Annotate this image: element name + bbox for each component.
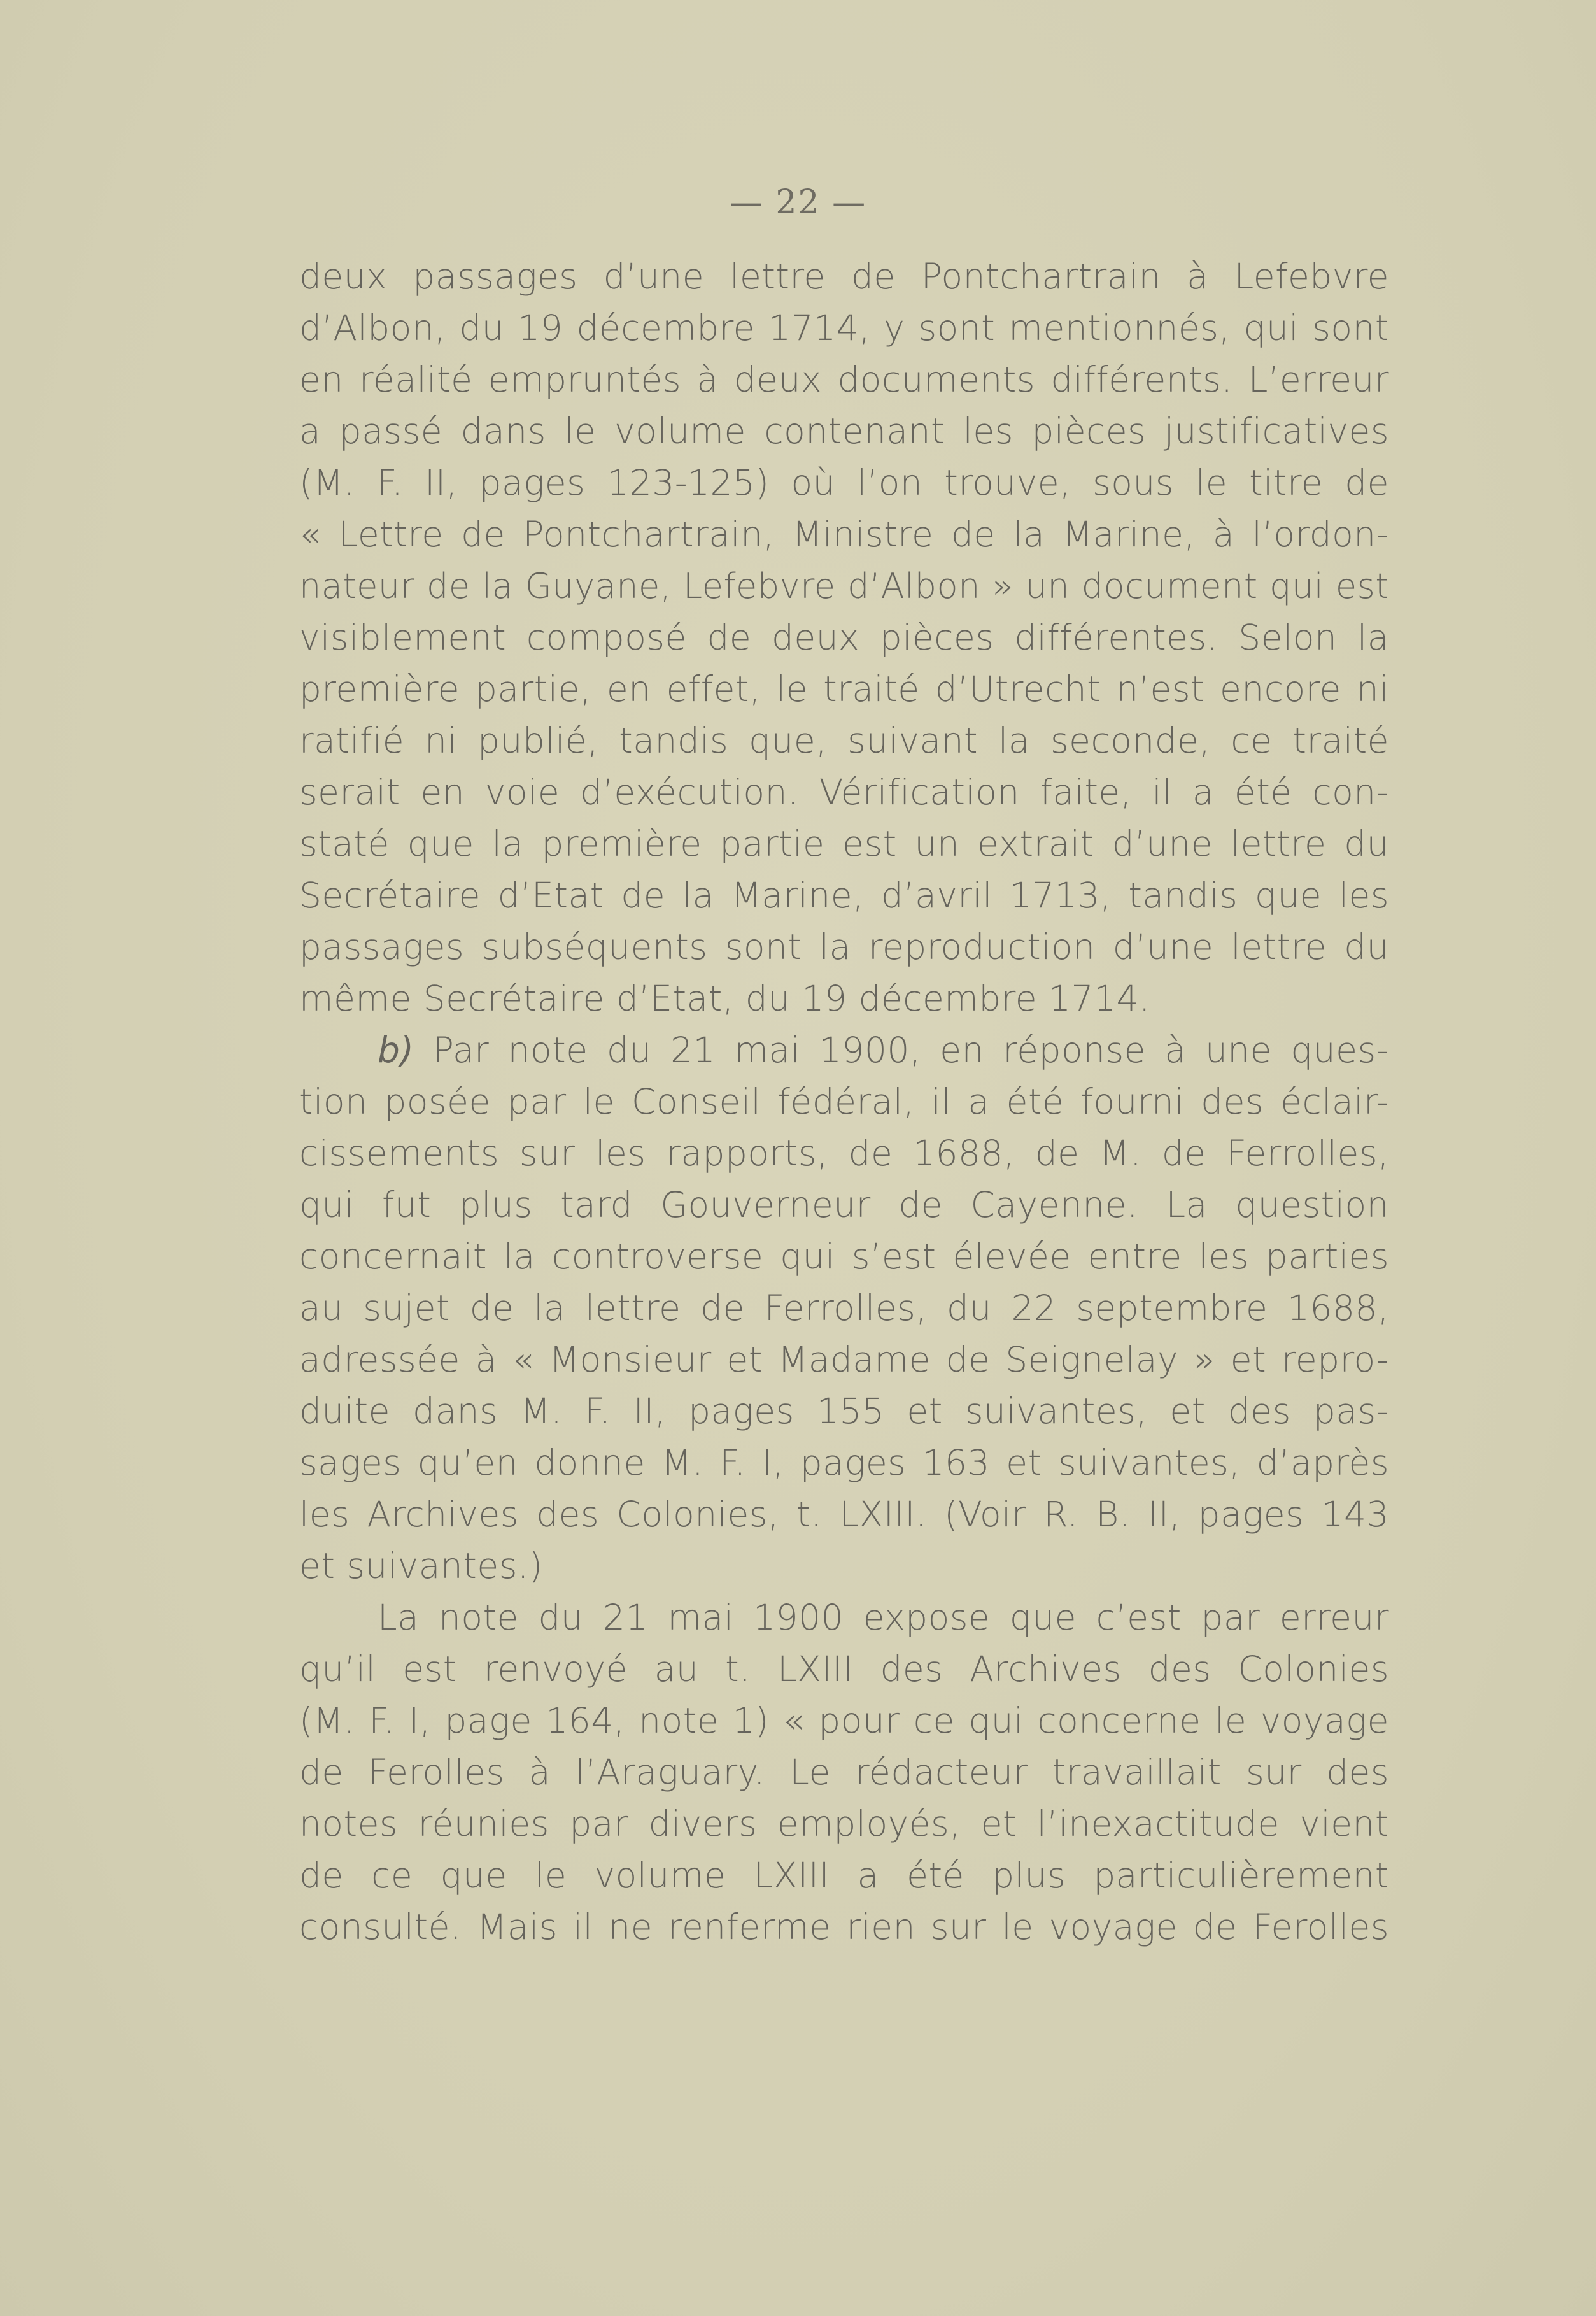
text-line [299,1025,1389,1076]
text-line: duite dans M. F. II, pages 155 et suivantes, et des pas- [299,1391,1389,1432]
text-line: visiblement composé de deux pièces différentes. Selon la [299,617,1389,658]
text-line: deux passages d’une lettre de Pontchartrain à Lefebvre [299,256,1389,297]
text-line: d’Albon, du 19 décembre 1714, y sont mentionnés, qui sont [299,308,1389,348]
text-line: La note du 21 mai 1900 expose que c’est par erreur [378,1597,1389,1638]
text-line: cissements sur les rapports, de 1688, de M. de Ferrolles, [299,1133,1389,1174]
text-line: qui fut plus tard Gouverneur de Cayenne. La question [299,1184,1389,1225]
text-line: Secrétaire d’Etat de la Marine, d’avril 1713, tandis que les [299,875,1389,916]
text-line: « Lettre de Pontchartrain, Ministre de la Marine, à l’ordon- [299,514,1389,555]
body-text [299,251,1389,1953]
text-line: (M. F. II, pages 123-125) où l’on trouve, sous le titre de [299,462,1389,503]
text-line: première partie, en effet, le traité d’Utrecht n’est encore ni [299,669,1389,709]
text-line: a passé dans le volume contenant les pièces justificatives [299,411,1389,451]
text-line-content: Par note du 21 mai 1900, en réponse à une ques- [414,1030,1389,1070]
text-line: les Archives des Colonies, t. LXIII. (Voir R. B. II, pages 143 [299,1494,1389,1535]
paragraph-2 [299,1025,1389,1592]
text-line: de Ferolles à l’Araguary. Le rédacteur travaillait sur des [299,1752,1389,1793]
text-line: nateur de la Guyane, Lefebvre d’Albon » un document qui est [299,566,1389,606]
text-line: de ce que le volume LXIII a été plus particulièrement [299,1855,1389,1896]
text-line: sages qu’en donne M. F. I, pages 163 et suivantes, d’après [299,1442,1389,1483]
text-line: tion posée par le Conseil fédéral, il a été fourni des éclair- [299,1081,1389,1122]
paragraph-3 [299,1592,1389,1953]
text-line: qu’il est renvoyé au t. LXIII des Archives des Colonies [299,1649,1389,1689]
text-line: concernait la controverse qui s’est élevée entre les parties [299,1236,1389,1277]
paragraph-marker: b) [378,1030,414,1070]
text-line: en réalité empruntés à deux documents différents. L’erreur [299,359,1389,400]
text-line: et suivantes.) [299,1545,543,1586]
text-line: adressée à « Monsieur et Madame de Seignelay » et repro- [299,1339,1389,1380]
page-number: — 22 — [729,183,867,222]
text-line: (M. F. I, page 164, note 1) « pour ce qui concerne le voyage [299,1700,1389,1741]
text-line: ratifié ni publié, tandis que, suivant la seconde, ce traité [299,720,1389,761]
paragraph-1 [299,251,1389,1025]
text-line: notes réunies par divers employés, et l’inexactitude vient [299,1803,1389,1844]
text-line: staté que la première partie est un extrait d’une lettre du [299,823,1389,864]
text-line: au sujet de la lettre de Ferrolles, du 22 septembre 1688, [299,1288,1389,1328]
text-line: même Secrétaire d’Etat, du 19 décembre 1714. [299,978,1150,1019]
text-line: passages subséquents sont la reproduction d’une lettre du [299,927,1389,967]
text-line: serait en voie d’exécution. Vérification faite, il a été con- [299,772,1389,813]
text-line: consulté. Mais il ne renferme rien sur le voyage de Ferolles [299,1907,1389,1947]
